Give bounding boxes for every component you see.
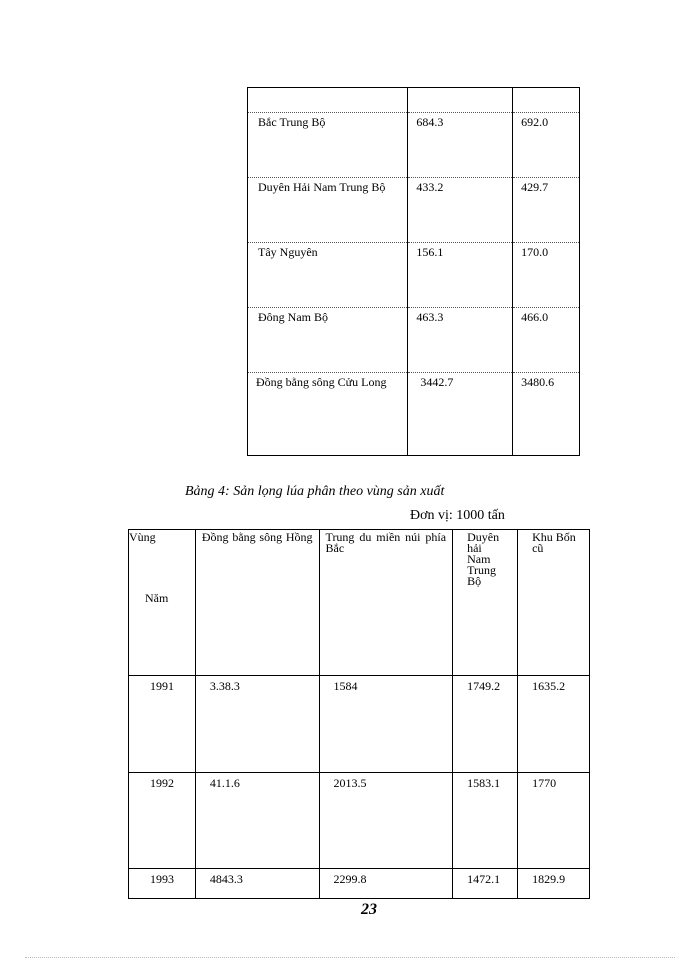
table-row	[129, 773, 590, 869]
corner-bottom-label: Năm	[145, 591, 169, 605]
table-row	[129, 676, 590, 773]
table-row	[129, 869, 590, 899]
page-bottom-rule	[25, 957, 675, 958]
value-cell: 2013.5	[319, 773, 453, 869]
year-cell: 1991	[129, 676, 196, 773]
table-header-row	[129, 530, 590, 676]
corner-header-cell	[129, 530, 196, 676]
value-cell: 692.0	[513, 113, 580, 178]
region-cell: Bắc Trung Bộ	[248, 113, 408, 178]
value-cell: 41.1.6	[195, 773, 319, 869]
value-cell: 3480.6	[513, 373, 580, 456]
table-row	[248, 178, 580, 243]
value-cell: 156.1	[408, 243, 513, 308]
value-cell: 1472.1	[453, 869, 518, 899]
rice-production-table	[128, 529, 590, 899]
value-cell: 466.0	[513, 308, 580, 373]
value-cell: 463.3	[408, 308, 513, 373]
table-header-row	[248, 88, 580, 113]
value-cell: 2299.8	[319, 869, 453, 899]
column-header: Duyên hải Nam Trung Bộ	[453, 530, 518, 676]
page-number: 23	[361, 901, 377, 918]
value-cell: 4843.3	[195, 869, 319, 899]
table-row	[248, 373, 580, 456]
production-table-continued	[247, 87, 580, 456]
value-cell: 3442.7	[408, 373, 513, 456]
value-cell: 429.7	[513, 178, 580, 243]
table-caption: Bảng 4: Sản lọng lúa phân theo vùng sản xuất	[185, 484, 445, 499]
corner-top-label: Vùng	[129, 530, 156, 544]
value-cell: 1584	[319, 676, 453, 773]
year-cell: 1992	[129, 773, 196, 869]
value-cell: 1635.2	[518, 676, 590, 773]
value-cell: 1583.1	[453, 773, 518, 869]
table-row	[248, 113, 580, 178]
region-cell: Đồng bằng sông Cửu Long	[248, 373, 408, 456]
table-row	[248, 243, 580, 308]
column-header: Khu Bốn cũ	[518, 530, 590, 676]
column-header: Trung du miền núi phía Bắc	[319, 530, 453, 676]
value-cell: 1829.9	[518, 869, 590, 899]
region-cell: Đông Nam Bộ	[248, 308, 408, 373]
value-cell: 684.3	[408, 113, 513, 178]
table-row	[248, 308, 580, 373]
value-cell: 170.0	[513, 243, 580, 308]
value-cell: 3.38.3	[195, 676, 319, 773]
year-cell: 1993	[129, 869, 196, 899]
column-header: Đồng bằng sông Hồng	[195, 530, 319, 676]
value-cell: 433.2	[408, 178, 513, 243]
value-cell: 1770	[518, 773, 590, 869]
region-cell: Duyên Hải Nam Trung Bộ	[248, 178, 408, 243]
region-cell: Tây Nguyên	[248, 243, 408, 308]
value-cell: 1749.2	[453, 676, 518, 773]
unit-label: Đơn vị: 1000 tấn	[410, 508, 505, 523]
